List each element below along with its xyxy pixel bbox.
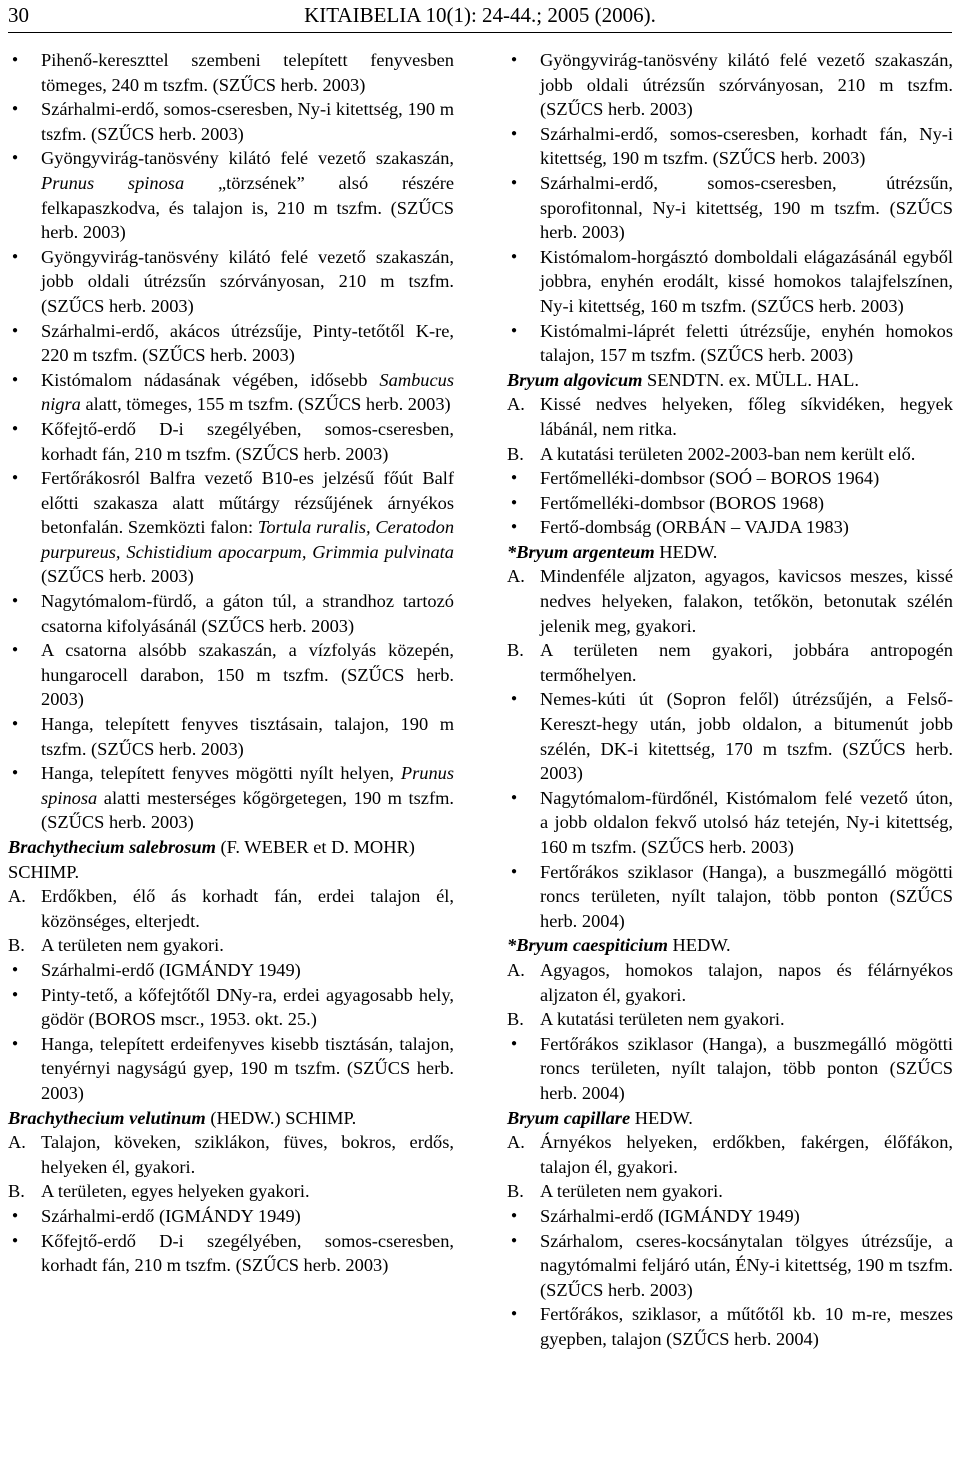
list-item: ● Kőfejtő-erdő D-i szegélyében, somos-cseresben, korhadt fán, 210 m tszfm. (SZŰCS herb. 2003) <box>8 417 454 466</box>
list-item: ● Gyöngyvirág-tanösvény kilátó felé vezető szakaszán, jobb oldali útrézsűn szórványosan, 210 m tszfm. (SZŰCS herb. 2003) <box>507 48 953 122</box>
list-item: ● Kistómalom-horgásztó domboldali elágazásánál egyből jobbra, enyhén erodált, kissé homokos talajfelszínen, Ny-i kitettség, 160 m tszfm. (SZŰCS herb. 2003) <box>507 245 953 319</box>
distribution-general: A. Mindenféle aljzaton, agyagos, kavicsos meszes, kissé nedves helyeken, falakon, tetőkön, betonutak szélén jelenik meg, gyakori. <box>507 566 953 636</box>
right-column <box>507 48 953 1351</box>
list-item: ● Fertőrákos sziklasor (Hanga), a buszmegálló mögötti roncs területen, nyílt talajon, több ponton (SZŰCS herb. 2004) <box>507 1032 953 1106</box>
distribution-local: B. A területen nem gyakori, jobbára antropogén termőhelyen. <box>507 640 953 685</box>
species-heading: *Bryum caespiticium HEDW. <box>507 935 731 956</box>
list-item: ● Fertő-dombság (ORBÁN – VAJDA 1983) <box>507 515 953 540</box>
list-item: ● Szárhalmi-erdő (IGMÁNDY 1949) <box>8 958 454 983</box>
distribution-general: A. Erdőkben, élő ás korhadt fán, erdei talajon él, közönséges, elterjedt. <box>8 886 454 931</box>
distribution-local: B. A kutatási területen nem gyakori. <box>507 1009 785 1030</box>
distribution-local: B. A területen, egyes helyeken gyakori. <box>8 1181 310 1202</box>
list-item: ● Fertőmelléki-dombsor (SOÓ – BOROS 1964) <box>507 466 953 491</box>
distribution-local: B. A kutatási területen 2002-2003-ban nem került elő. <box>507 443 916 464</box>
list-item: ● Fertőrákos, sziklasor, a műtőtől kb. 10 m-re, meszes gyepben, talajon (SZŰCS herb. 2004) <box>507 1302 953 1351</box>
list-item: ● Szárhalmi-erdő (IGMÁNDY 1949) <box>507 1204 953 1229</box>
species-heading: Brachythecium salebrosum (F. WEBER et D. MOHR) SCHIMP. <box>8 837 415 882</box>
distribution-general: A. Kissé nedves helyeken, főleg síkvidéken, hegyek lábánál, nem ritka. <box>507 394 953 439</box>
left-column <box>8 48 454 1278</box>
list-item: ● Kőfejtő-erdő D-i szegélyében, somos-cseresben, korhadt fán, 210 m tszfm. (SZŰCS herb. 2003) <box>8 1229 454 1278</box>
list-item: ● Pihenő-kereszttel szembeni telepített fenyvesben tömeges, 240 m tszfm. (SZŰCS herb. 2003) <box>8 48 454 97</box>
list-item: ● Fertőmelléki-dombsor (BOROS 1968) <box>507 491 953 516</box>
list-item: ● Szárhalmi-erdő, somos-cseresben, korhadt fán, Ny-i kitettség, 190 m tszfm. (SZŰCS herb. 2003) <box>507 122 953 171</box>
list-item: ● A csatorna alsóbb szakaszán, a vízfolyás közepén, hungarocell darabon, 150 m tszfm. (SZŰCS herb. 2003) <box>8 638 454 712</box>
distribution-general: A. Talajon, köveken, sziklákon, füves, bokros, erdős, helyeken él, gyakori. <box>8 1132 454 1177</box>
species-heading: Bryum algovicum SENDTN. ex. MÜLL. HAL. <box>507 369 859 390</box>
list-item: ● Kistómalmi-láprét feletti útrézsűje, enyhén homokos talajon, 157 m tszfm. (SZŰCS herb. 2003) <box>507 319 953 368</box>
list-item: ● Kistómalom nádasának végében, idősebb Sambucus nigra alatt, tömeges, 155 m tszfm. (SZŰCS herb. 2003) <box>8 368 454 417</box>
journal-citation: KITAIBELIA 10(1): 24-44.; 2005 (2006). <box>304 3 656 27</box>
species-heading: *Bryum argenteum HEDW. <box>507 541 718 562</box>
page-header <box>8 0 952 34</box>
list-item: ● Pinty-tető, a kőfejtőtől DNy-ra, erdei agyagosabb hely, gödör (BOROS mscr., 1953. okt. 25.) <box>8 983 454 1032</box>
list-item: ● Nemes-kúti út (Sopron felől) útrézsűjén, a Felső- Kereszt-hegy után, jobb oldalon, a bitumenút jobb szélén, DK-i kitettség, 170 m tszfm. (SZŰCS herb. 2003) <box>507 687 953 785</box>
species-heading: Bryum capillare HEDW. <box>507 1107 693 1128</box>
distribution-general: A. Agyagos, homokos talajon, napos és félárnyékos aljzaton él, gyakori. <box>507 959 953 1005</box>
list-item: ● Szárhalmi-erdő, somos-cseresben, Ny-i kitettség, 190 m tszfm. (SZŰCS herb. 2003) <box>8 97 454 146</box>
species-heading: Brachythecium velutinum (HEDW.) SCHIMP. <box>8 1107 357 1128</box>
distribution-general: A. Árnyékos helyeken, erdőkben, fakérgen, élőfákon, talajon él, gyakori. <box>507 1132 953 1177</box>
distribution-local: B. A területen nem gyakori. <box>507 1181 723 1202</box>
list-item: ● Hanga, telepített fenyves tisztásain, talajon, 190 m tszfm. (SZŰCS herb. 2003) <box>8 712 454 761</box>
list-item: ● Hanga, telepített fenyves mögötti nyílt helyen, Prunus spinosa alatti mesterséges kőgörgetegen, 190 m tszfm. (SZŰCS herb. 2003) <box>8 761 454 835</box>
list-item: ● Fertőrákos sziklasor (Hanga), a buszmegálló mögötti roncs területen, nyílt talajon, több ponton (SZŰCS herb. 2004) <box>507 860 953 934</box>
list-item: ● Szárhalmi-erdő, akácos útrézsűje, Pinty-tetőtől K-re, 220 m tszfm. (SZŰCS herb. 2003) <box>8 319 454 368</box>
header-rule <box>8 32 952 33</box>
list-item: ● Gyöngyvirág-tanösvény kilátó felé vezető szakaszán, Prunus spinosa „törzsének” alsó részére felkapaszkodva, és talajon is, 210 m tszfm. (SZŰCS herb. 2003) <box>8 146 454 244</box>
list-item: ● Szárhalmi-erdő (IGMÁNDY 1949) <box>8 1204 454 1229</box>
distribution-local: B. A területen nem gyakori. <box>8 935 224 956</box>
list-item: ● Nagytómalom-fürdőnél, Kistómalom felé vezető úton, a jobb oldalon fekvő utolsó ház tetején, Ny-i kitettség, 160 m tszfm. (SZŰCS herb. 2003) <box>507 786 953 860</box>
list-item: ● Szárhalmi-erdő, somos-cseresben, útrézsűn, sporofitonnal, Ny-i kitettség, 190 m tszfm. (SZŰCS herb. 2003) <box>507 171 953 245</box>
list-item: ● Nagytómalom-fürdő, a gáton túl, a strandhoz tartozó csatorna kifolyásánál (SZŰCS herb. 2003) <box>8 589 454 638</box>
list-item: ● Hanga, telepített erdeifenyves kisebb tisztásán, talajon, tenyérnyi nagyságú gyep, 190 m tszfm. (SZŰCS herb. 2003) <box>8 1032 454 1106</box>
page-number: 30 <box>8 3 29 27</box>
list-item: ● Fertőrákosról Balfra vezető B10-es jelzésű főút Balf előtti szakasza alatt műtárgy rézsűjének árnyékos betonfalán. Szemközti falon: Tortula ruralis, Ceratodon purpureus, Schistidium apocarpum, Grimmia pulvinata (SZŰCS herb. 2003) <box>8 466 454 589</box>
list-item: ● Szárhalom, cseres-kocsánytalan tölgyes útrézsűje, a nagytómalmi feljáró után, ÉNy-i kitettség, 190 m tszfm. (SZŰCS herb. 2003) <box>507 1229 953 1303</box>
list-item: ● Gyöngyvirág-tanösvény kilátó felé vezető szakaszán, jobb oldali útrézsűn szórványosan, 210 m tszfm. (SZŰCS herb. 2003) <box>8 245 454 319</box>
